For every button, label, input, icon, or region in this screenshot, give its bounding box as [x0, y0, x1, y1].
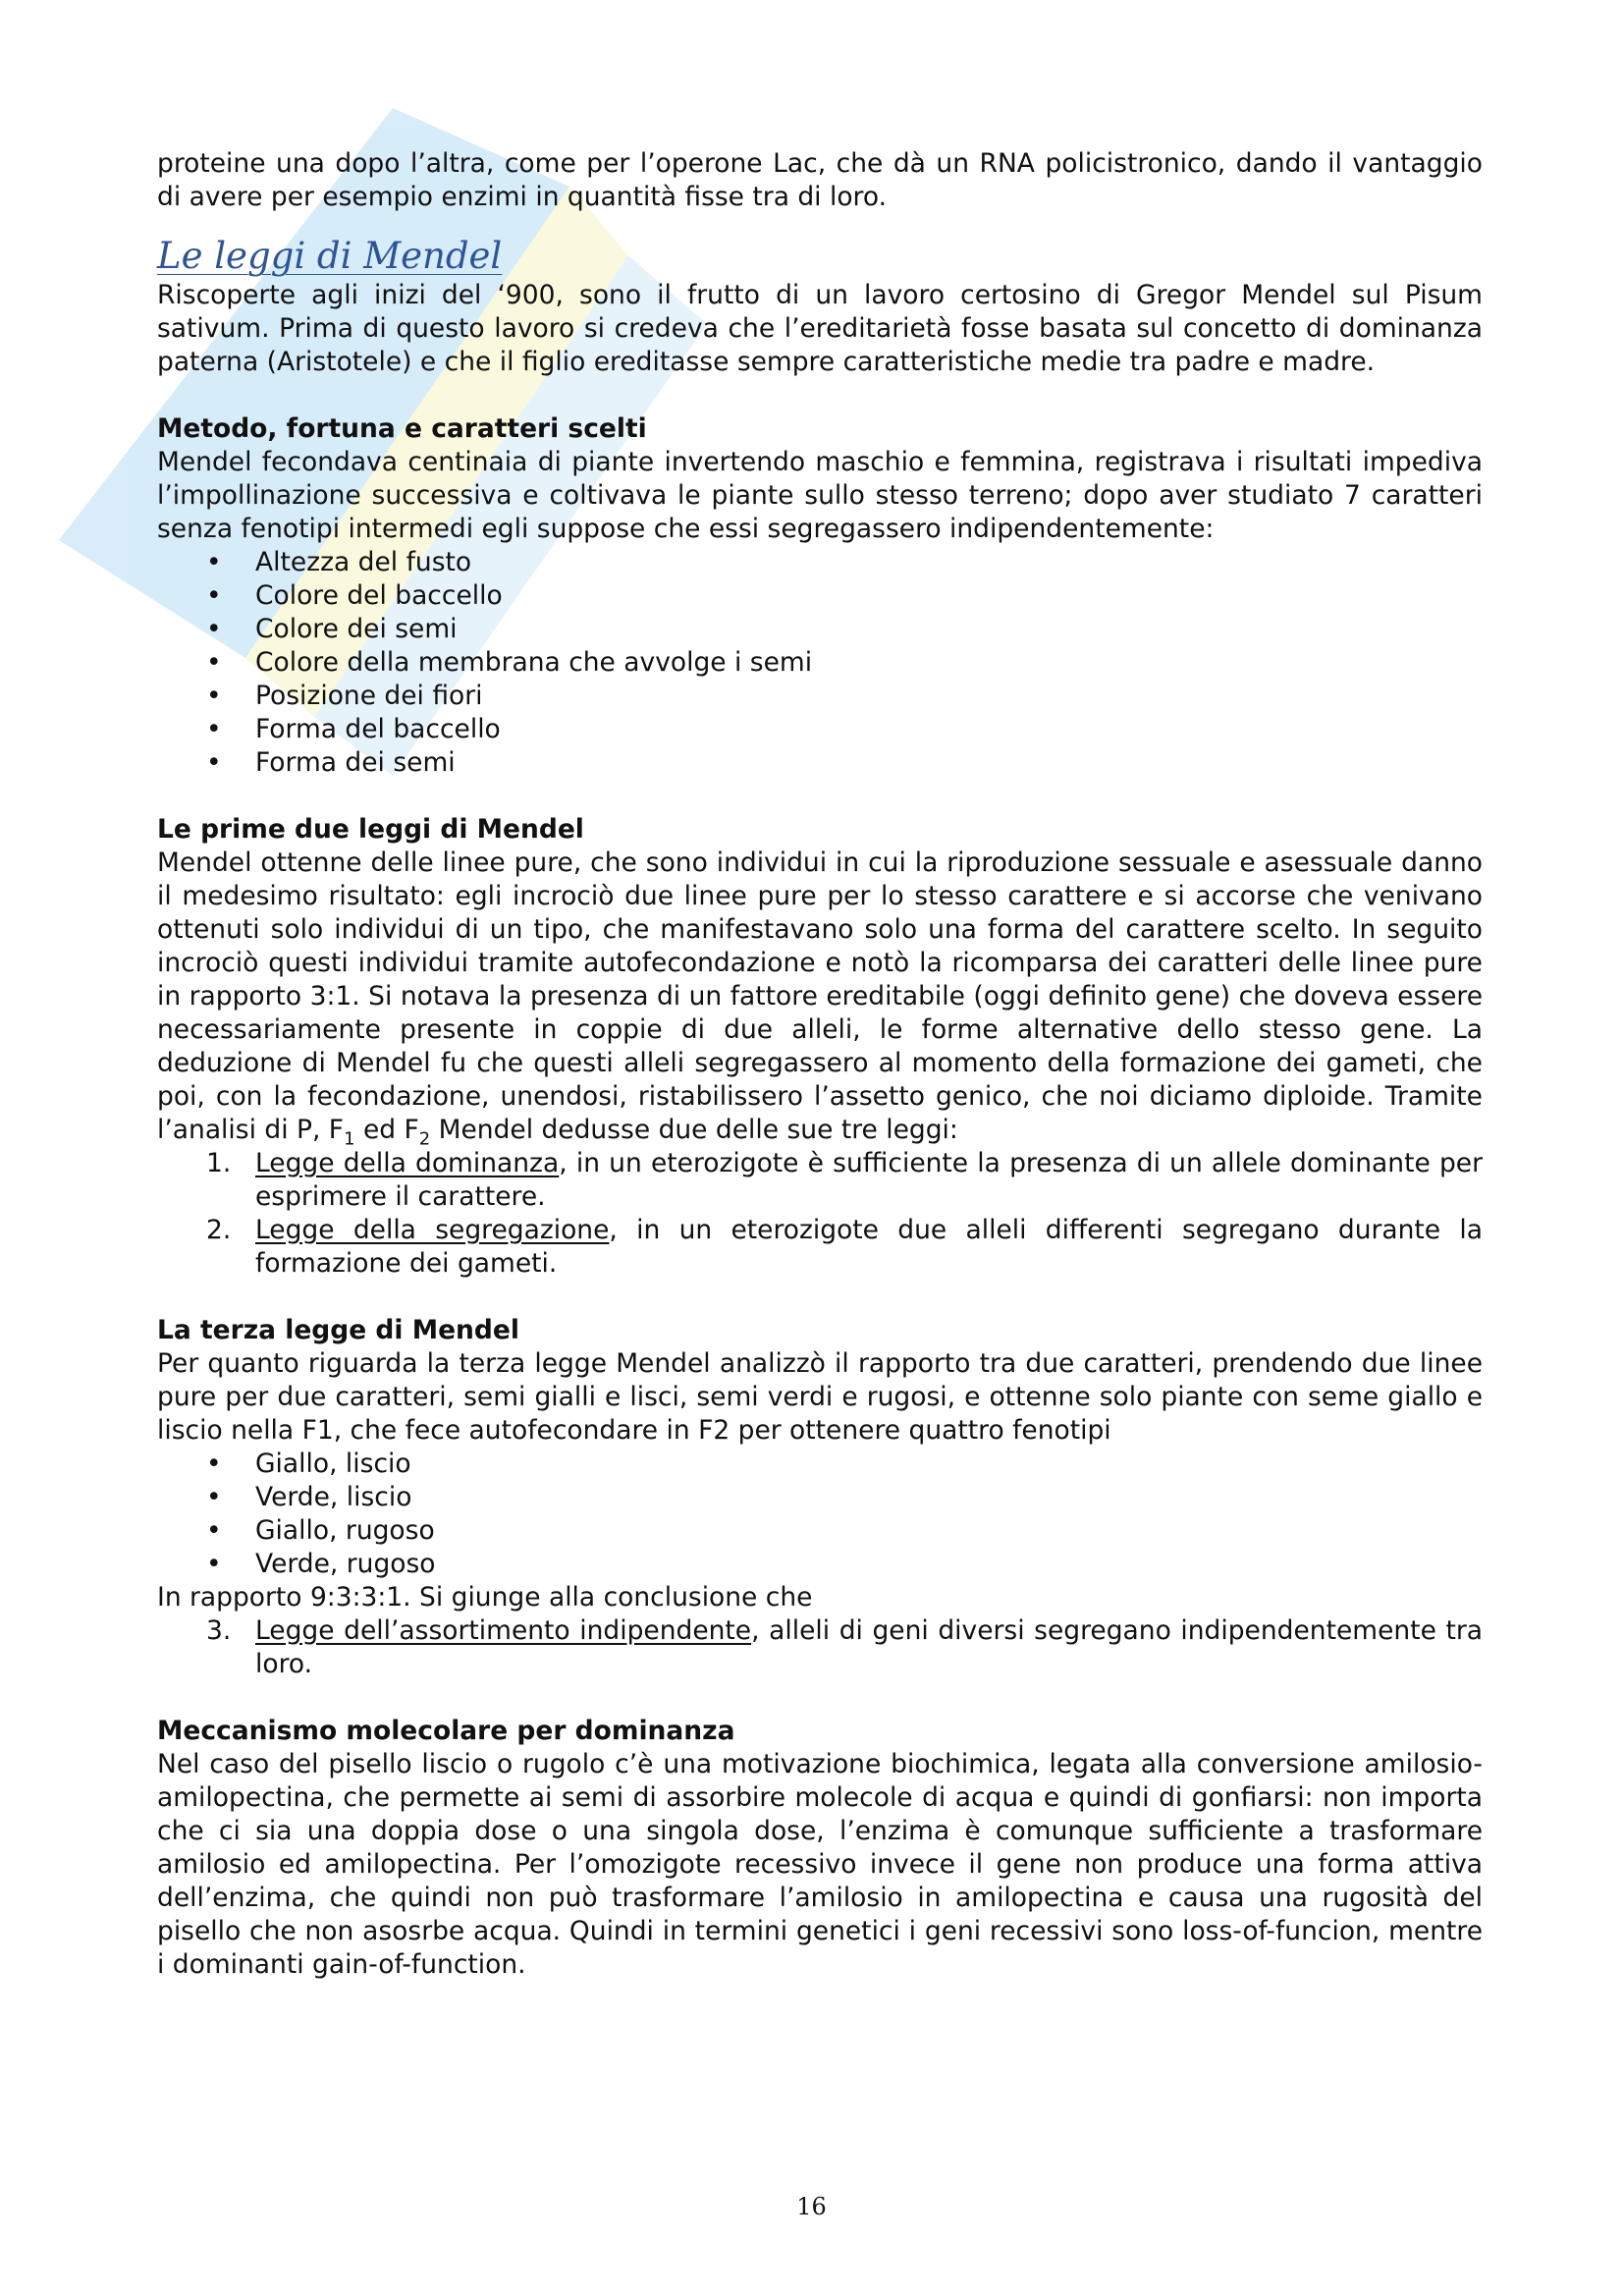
list-item: • Altezza del fusto [157, 546, 1483, 579]
list-item: • Forma dei semi [157, 746, 1483, 780]
molecular-heading: Meccanismo molecolare per dominanza [157, 1716, 735, 1746]
list-item: • Giallo, rugoso [157, 1514, 1483, 1548]
law-name: Legge della dominanza [255, 1148, 560, 1178]
section-title: Le leggi di Mendel [157, 235, 503, 277]
third-law-text: Per quanto riguarda la terza legge Mendel analizzò il rapporto tra due caratteri, prendendo due linee pure per due caratteri, semi gialli e lisci, semi verdi e rugosi, e ottenne solo piante con seme giallo e liscio nella F1, che fece autofecondare in F2 per ottenere quattro fenotipi [157, 1348, 1483, 1446]
phenotypes-list [157, 1448, 1483, 1581]
document-page [157, 147, 1483, 1982]
law-item: 2. Legge della segregazione, in un eterozigote due alleli differenti segregano durante la formazione dei gameti. [206, 1215, 1483, 1279]
molecular-text: Nel caso del pisello liscio o rugolo c’è una motivazione biochimica, legata alla conversione amilosio-amilopectina, che permette ai semi di assorbire molecole di acqua e quindi di gonfiarsi: non importa che ci sia una doppia dose o una singola dose, l’enzima è comunque sufficiente a trasformare amilosio ed amilopectina. Per l’omozigote recessivo invece il gene non produce una forma attiva dell’enzima, che quindi non può trasformare l’amilosio in amilopectina e causa una rugosità del pisello che non asosrbe acqua. Quindi in termini genetici i geni recessivi sono loss-of-funcion, mentre i dominanti gain-of-function. [157, 1749, 1483, 1980]
list-item: • Verde, rugoso [157, 1548, 1483, 1581]
list-item: • Colore della membrana che avvolge i semi [157, 646, 1483, 680]
list-item: • Colore del baccello [157, 579, 1483, 613]
list-item: • Posizione dei fiori [157, 680, 1483, 713]
laws-list [157, 1147, 1483, 1281]
third-law-heading: La terza legge di Mendel [157, 1315, 519, 1345]
first-laws-text: Mendel ottenne delle linee pure, che sono individui in cui la riproduzione sessuale e asessuale danno il medesimo risultato: egli incrociò due linee pure per lo stesso carattere e si accorse che venivano ottenuti solo individui di un tipo, che manifestavano solo una forma del carattere scelto. In seguito incrociò questi individui tramite autofecondazione e notò la ricomparsa dei caratteri delle linee pure in rapporto 3:1. Si notava la presenza di un fattore ereditabile (oggi definito gene) che doveva essere necessariamente presente in coppie di due alleli, le forme alternative dello stesso gene. La deduzione di Mendel fu che questi alleli segregassero al momento della formazione dei gameti, che poi, con la fecondazione, unendosi, ristabilissero l’assetto genico, che noi diciamo diploide. Tramite l’analisi di P, $F_1$ ed $F_2$ Mendel dedusse due delle sue tre leggi: [157, 847, 1483, 1150]
law-name: Legge della segregazione [255, 1215, 610, 1245]
method-heading: Metodo, fortuna e caratteri scelti [157, 413, 647, 444]
ratio-text: In rapporto 9:3:3:1. Si giunge alla conclusione che [157, 1582, 813, 1613]
method-text: Mendel fecondava centinaia di piante invertendo maschio e femmina, registrava i risultati impediva l’impollinazione successiva e coltivava le piante sullo stesso terreno; dopo aver studiato 7 caratteri senza fenotipi intermedi egli suppose che essi segregassero indipendentemente: [157, 447, 1483, 544]
list-item: • Giallo, liscio [157, 1448, 1483, 1481]
third-law-list [157, 1614, 1483, 1681]
page-number: 16 [796, 2193, 827, 2220]
traits-list [157, 546, 1483, 780]
first-laws-heading: Le prime due leggi di Mendel [157, 814, 584, 845]
list-item: • Verde, liscio [157, 1481, 1483, 1514]
intro-continuation: proteine una dopo l’altra, come per l’operone Lac, che dà un RNA policistronico, dando il vantaggio di avere per esempio enzimi in quantità fisse tra di loro. [157, 148, 1483, 212]
section-intro: Riscoperte agli inizi del ‘900, sono il frutto di un lavoro certosino di Gregor Mendel sul Pisum sativum. Prima di questo lavoro si credeva che l’ereditarietà fosse basata sul concetto di dominanza paterna (Aristotele) e che il figlio ereditasse sempre caratteristiche medie tra padre e madre. [157, 280, 1483, 377]
law-item: 1. Legge della dominanza, in un eterozigote è sufficiente la presenza di un allele dominante per esprimere il carattere. [206, 1148, 1483, 1212]
law-name: Legge dell’assortimento indipendente [255, 1615, 752, 1646]
law-item: 3. Legge dell’assortimento indipendente, alleli di geni diversi segregano indipendentemente tra loro. [206, 1615, 1483, 1679]
list-item: • Colore dei semi [157, 613, 1483, 646]
list-item: • Forma del baccello [157, 713, 1483, 746]
